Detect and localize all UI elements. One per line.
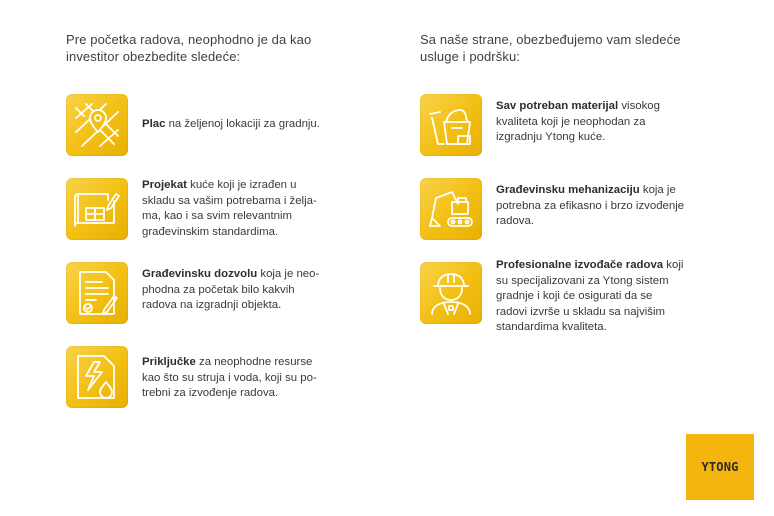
logo-text: YTONG	[701, 460, 739, 474]
requirement-plot-text: Plac na željenoj lokaciji za gradnju.	[142, 118, 320, 130]
left-column-title: Pre početka radova, neophodno je da kao investitor obezbedite sledeće:	[66, 32, 312, 64]
requirement-utilities	[66, 346, 347, 408]
building-materials-icon	[420, 94, 482, 156]
requirement-permit-text: Građevinsku dozvolu koja je neo- phodna za početak bilo kakvih radova na izgradnji objekta.	[142, 268, 320, 311]
permit-document-icon	[66, 262, 128, 324]
service-machinery	[420, 178, 701, 240]
map-pin-icon	[66, 94, 128, 156]
service-materials	[420, 94, 701, 156]
construction-worker-icon	[420, 262, 482, 324]
service-machinery-text: Građevinsku mehanizaciju koja je potrebna za efikasno i brzo izvođenje radova.	[496, 184, 685, 227]
right-column-title: Sa naše strane, obezbeđujemo vam sledeće usluge i podršku:	[420, 32, 681, 64]
requirement-utilities-text: Priključke za neophodne resurse kao što su struja i voda, koji su po- trebni za izvođenje radova.	[142, 356, 317, 399]
ytong-logo	[686, 434, 754, 500]
electricity-water-icon	[66, 346, 128, 408]
requirement-project-text: Projekat kuće koji je izrađen u skladu sa vašim potrebama i želja- ma, kao i sa svim relevantnim građevinskim standardima.	[142, 179, 317, 238]
requirement-plot	[66, 94, 347, 156]
service-materials-text: Sav potreban materijal visokog kvaliteta koji je neophodan za izgradnju Ytong kuće.	[496, 100, 660, 143]
requirement-project	[66, 178, 347, 240]
service-contractors-text: Profesionalne izvođače radova koji su specijalizovani za Ytong sistem gradnje i koji će osigurati da se radovi izvrše u skladu sa najvišim standardima kvaliteta.	[496, 259, 684, 333]
blueprint-icon	[66, 178, 128, 240]
excavator-icon	[420, 178, 482, 240]
service-contractors	[420, 259, 701, 336]
requirement-permit	[66, 262, 347, 324]
